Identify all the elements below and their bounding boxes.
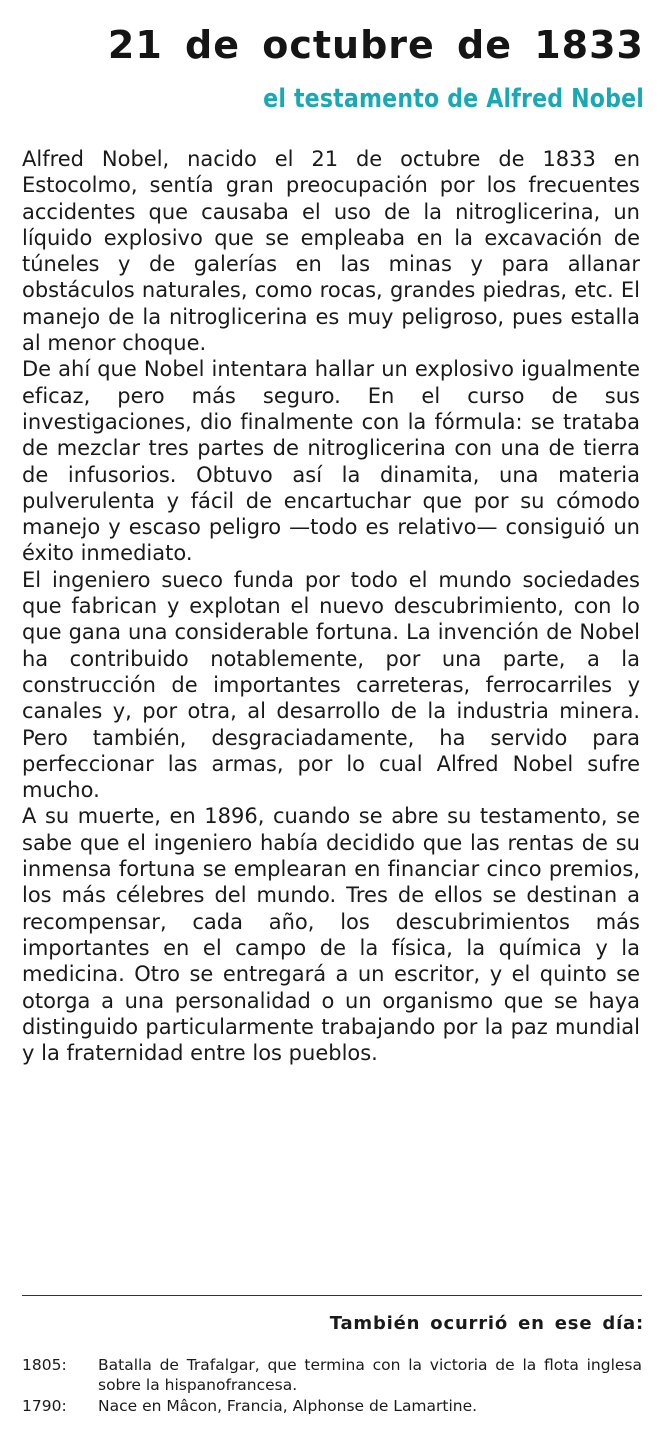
event-year: 1790: <box>22 1397 67 1415</box>
paragraph: El ingeniero sueco funda por todo el mundo sociedades que fabrican y explotan el nuevo descubrimiento, con lo que gana una considerable fortuna. La invención de Nobel ha contribuido notablemente, por una parte, a la construcción de importantes carreteras, ferrocarriles y canales y, por otra, al desarrollo de la industria minera. Pero también, desgraciadamente, ha servido para perfeccionar las armas, por lo cual Alfred Nobel sufre mucho. <box>22 567 640 803</box>
section-divider <box>22 1295 642 1296</box>
event-text: Nace en Mâcon, Francia, Alphonse de Lamartine. <box>98 1397 478 1415</box>
article-subtitle: el testamento de Alfred Nobel <box>263 84 644 114</box>
article-body <box>22 146 640 1066</box>
event-year: 1805: <box>22 1356 67 1374</box>
events-list <box>22 1355 642 1417</box>
paragraph: A su muerte, en 1896, cuando se abre su testamento, se sabe que el ingeniero había decidido que las rentas de su inmensa fortuna se emplearan en financiar cinco premios, los más célebres del mundo. Tres de ellos se destinan a recompensar, cada año, los descubrimientos más importantes en el campo de la física, la química y la medicina. Otro se entregará a un escritor, y el quinto se otorga a una personalidad o un organismo que se haya distinguido particularmente trabajando por la paz mundial y la fraternidad entre los pueblos. <box>22 804 640 1066</box>
event-item <box>22 1355 642 1395</box>
paragraph: De ahí que Nobel intentara hallar un explosivo igualmente eficaz, pero más seguro. En el curso de sus investigaciones, dio finalmente con la fórmula: se trataba de mezclar tres partes de nitroglicerina con una de tierra de infusorios. Obtuvo así la dinamita, una materia pulverulenta y fácil de encartuchar que por su cómodo manejo y escaso peligro —todo es relativo— consiguió un éxito inmediato. <box>22 357 640 566</box>
event-text: Batalla de Trafalgar, que termina con la victoria de la flota inglesa sobre la hispanofrancesa. <box>98 1356 642 1394</box>
event-item <box>22 1396 642 1416</box>
also-happened-heading: También ocurrió en ese día: <box>329 1313 644 1334</box>
date-title: 21 de octubre de 1833 <box>107 23 644 67</box>
paragraph: Alfred Nobel, nacido el 21 de octubre de 1833 en Estocolmo, sentía gran preocupación por los frecuentes accidentes que causaba el uso de la nitroglicerina, un líquido explosivo que se empleaba en la excavación de túneles y de galerías en las minas y para allanar obstáculos naturales, como rocas, grandes piedras, etc. El manejo de la nitroglicerina es muy peligroso, pues estalla al menor choque. <box>22 147 640 356</box>
